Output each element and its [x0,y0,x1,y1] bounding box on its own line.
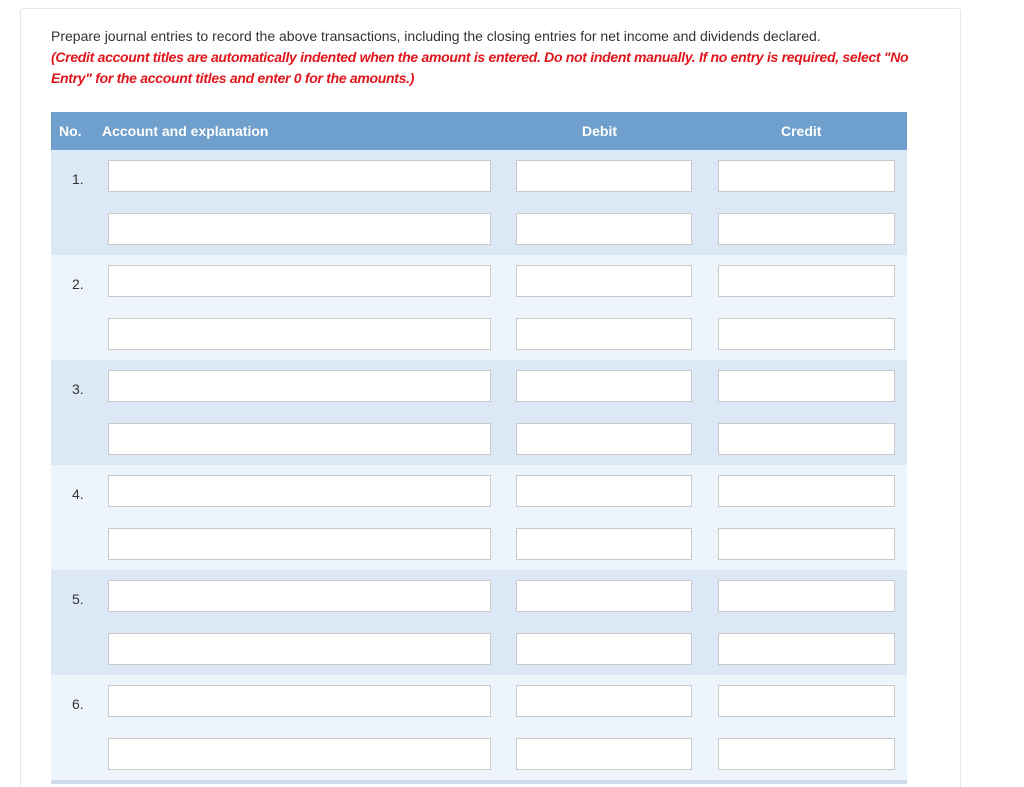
account-input[interactable] [108,423,491,455]
entry-1 [51,150,907,255]
entry-4 [51,465,907,570]
credit-input[interactable] [718,685,895,717]
entry-line [51,370,907,402]
debit-input[interactable] [516,738,692,770]
account-input[interactable] [108,475,491,507]
credit-input[interactable] [718,213,895,245]
debit-input[interactable] [516,318,692,350]
account-input[interactable] [108,738,491,770]
entry-line [51,423,907,455]
instructions-text: Prepare journal entries to record the above transactions, including the closing entries for net income and dividends declared. [51,28,821,44]
entry-line [51,160,907,192]
credit-input[interactable] [718,370,895,402]
entry-line [51,633,907,665]
account-input[interactable] [108,318,491,350]
account-input[interactable] [108,265,491,297]
account-input[interactable] [108,213,491,245]
header-account: Account and explanation [102,123,269,139]
entry-line [51,685,907,717]
debit-input[interactable] [516,633,692,665]
credit-input[interactable] [718,318,895,350]
entry-number: 3. [72,381,84,397]
entry-line [51,318,907,350]
credit-input[interactable] [718,738,895,770]
credit-input[interactable] [718,160,895,192]
account-input[interactable] [108,370,491,402]
entry-5 [51,570,907,675]
entry-line [51,580,907,612]
entry-line [51,475,907,507]
debit-input[interactable] [516,265,692,297]
account-input[interactable] [108,160,491,192]
debit-input[interactable] [516,685,692,717]
account-input[interactable] [108,528,491,560]
debit-input[interactable] [516,160,692,192]
table-bottom-border [51,780,907,784]
instructions-note: (Credit account titles are automatically indented when the amount is entered. Do not indent manually. If no entry is required, select "No Entry" for the account titles and enter 0 for the amounts.) [51,49,909,86]
debit-input[interactable] [516,580,692,612]
debit-input[interactable] [516,475,692,507]
debit-input[interactable] [516,423,692,455]
debit-input[interactable] [516,213,692,245]
debit-input[interactable] [516,528,692,560]
entry-number: 6. [72,696,84,712]
table-header [51,112,907,150]
entry-line [51,738,907,770]
header-debit: Debit [582,123,617,139]
account-input[interactable] [108,685,491,717]
credit-input[interactable] [718,580,895,612]
entry-number: 4. [72,486,84,502]
journal-table [51,112,907,784]
entry-2 [51,255,907,360]
entry-number: 1. [72,171,84,187]
account-input[interactable] [108,633,491,665]
credit-input[interactable] [718,423,895,455]
instructions [51,26,931,89]
credit-input[interactable] [718,265,895,297]
entry-number: 5. [72,591,84,607]
entry-6 [51,675,907,780]
entry-line [51,265,907,297]
account-input[interactable] [108,580,491,612]
header-credit: Credit [781,123,822,139]
entry-line [51,213,907,245]
credit-input[interactable] [718,528,895,560]
entry-number: 2. [72,276,84,292]
entry-line [51,528,907,560]
credit-input[interactable] [718,475,895,507]
entry-3 [51,360,907,465]
debit-input[interactable] [516,370,692,402]
credit-input[interactable] [718,633,895,665]
header-no: No. [59,123,82,139]
